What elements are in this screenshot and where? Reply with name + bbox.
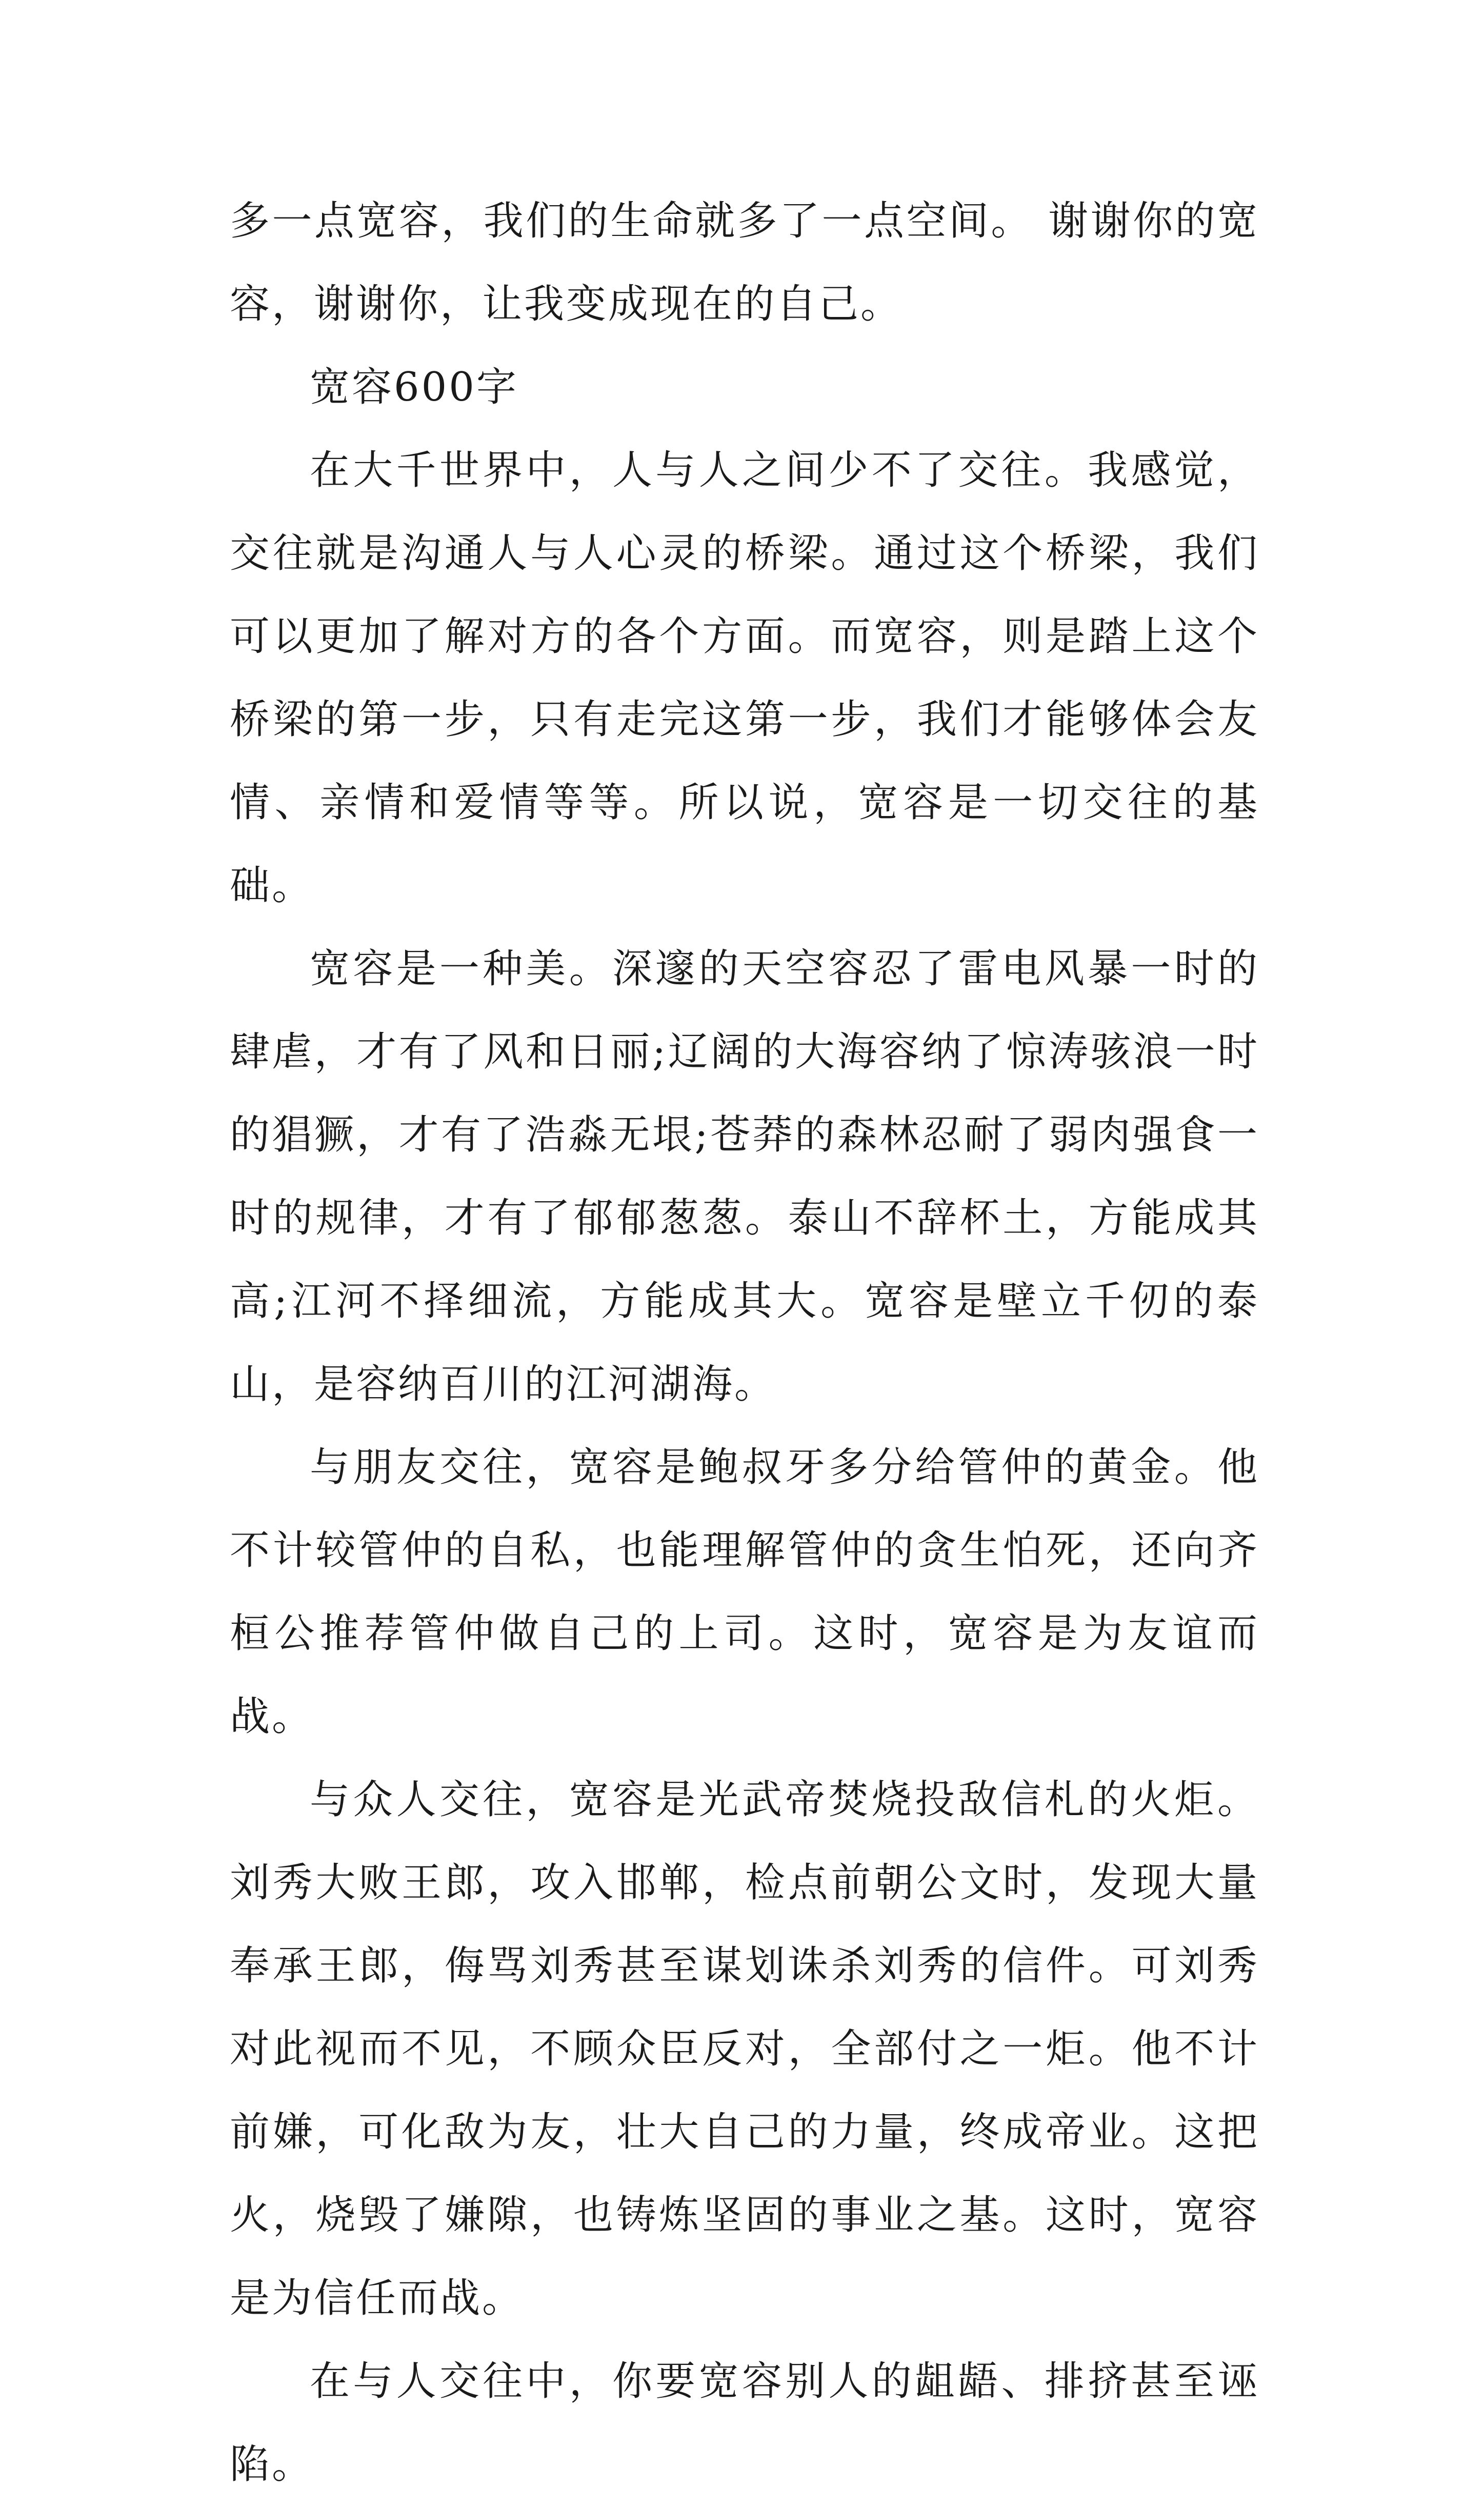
paragraph: 与众人交往，宽容是光武帝焚烧投敌信札的火炬。刘秀大败王郎，攻入邯郸，检点前朝公文时，发现大量奉承王郎，侮骂刘秀甚至谋划诛杀刘秀的信件。可刘秀对此视而不见，不顾众臣反对，全部付之一炬。他不计前嫌，可化敌为友，壮大自己的力量，终成帝业。这把火，烧毁了嫌隙，也铸炼坚固的事业之基。这时，宽容是为信任而战。 xyxy=(230,1777,1259,2321)
paragraph: 在大千世界中，人与人之间少不了交往。我感觉，交往就是沟通人与人心灵的桥梁。通过这个桥梁，我们可以更加了解对方的各个方面。而宽容，则是踏上这个桥梁的第一步，只有走完这第一步，我们才能够体会友情、亲情和爱情等等。所以说，宽容是一切交往的基础。 xyxy=(230,447,1259,909)
paragraph: 与朋友交往，宽容是鲍叔牙多分给管仲的黄金。他不计较管仲的自私，也能理解管仲的贪生怕死，还向齐桓公推荐管仲做自己的上司。这时，宽容是为友谊而战。 xyxy=(230,1444,1259,1740)
essay-title: 宽容600字 xyxy=(310,364,518,410)
paragraph: 宽容是一种美。深邃的天空容忍了雷电风暴一时的肆虐，才有了风和日丽;辽阔的大海容纳了惊涛骇浪一时的猖獗，才有了浩淼无垠;苍莽的森林忍耐了弱肉强食一时的规律，才有了郁郁葱葱。泰山不辞杯土，方能成其高;江河不择细流，方能成其大。宽容是壁立千仞的泰山，是容纳百川的江河湖海。 xyxy=(230,946,1259,1407)
document-body xyxy=(230,180,1259,2506)
paragraph: 在与人交往中，你要宽容别人的龃龉、排挤甚至诬陷。 xyxy=(230,2358,1259,2488)
paragraph-continued: 多一点宽容，我们的生命就多了一点空间。 谢谢你的宽容，谢谢你，让我变成现在的自己。 xyxy=(230,198,1259,327)
